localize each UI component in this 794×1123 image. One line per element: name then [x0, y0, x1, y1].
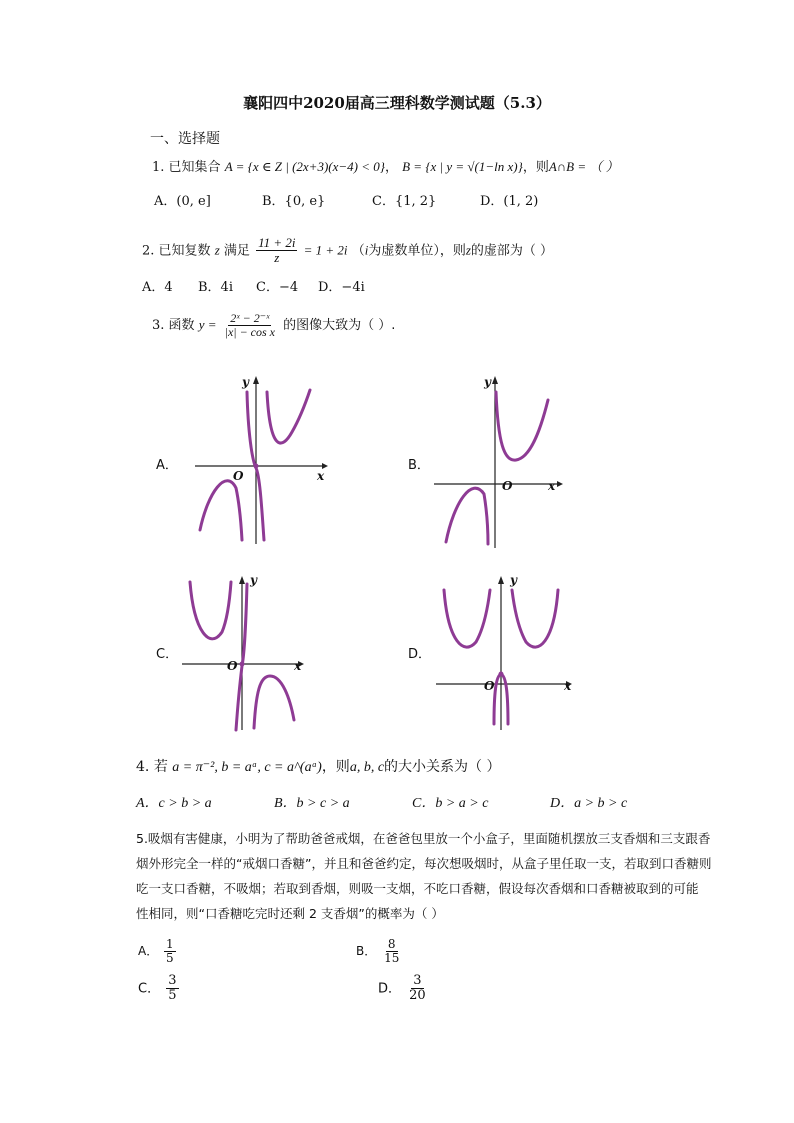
q2-eq: = 1 + 2i [303, 242, 348, 258]
graph-b-y-label: y [484, 375, 491, 389]
q2-frac-den: z [274, 250, 280, 266]
graph-a-origin: O [233, 469, 244, 483]
q2-text: 已知复数 [158, 243, 211, 259]
q5-option-d-frac [407, 974, 428, 1004]
graph-d-left-branch [444, 590, 490, 647]
q5-option-b[interactable] [356, 938, 403, 965]
graph-d-origin: O [484, 679, 495, 693]
q5-option-c[interactable] [138, 974, 181, 1004]
q5-option-a[interactable] [138, 938, 178, 965]
q3-frac-num: 2ˣ − 2⁻ˣ [230, 311, 270, 325]
q2-text-d: 为虚数单位），则 [368, 243, 466, 259]
q5-option-c-label: C． [138, 981, 161, 997]
q1-ask: A∩B = （ ） [548, 159, 619, 174]
question-5 [136, 826, 711, 926]
q4-expr: a = π⁻², b = aᵃ, c = a^(aᵃ) [172, 760, 322, 775]
q5-option-d[interactable] [378, 974, 430, 1004]
q3-option-d[interactable]: D． [408, 647, 432, 662]
q5-option-c-frac [166, 974, 178, 1004]
q4-option-b[interactable]: B．b > c > a [274, 796, 350, 811]
q2-option-b[interactable]: B．4i [198, 280, 233, 295]
q2-var-i: i [364, 242, 369, 258]
q2-frac-num: 11 + 2i [258, 235, 296, 250]
q2-fraction [256, 236, 297, 266]
q3-option-b[interactable]: B． [408, 458, 430, 473]
q1-option-c[interactable]: C．{1, 2} [372, 194, 437, 209]
q3-text: 函数 [168, 318, 195, 334]
q5-option-d-label: D． [378, 981, 402, 997]
q1-text: 已知集合 [168, 160, 221, 175]
q1-set-b: B = {x | y = √(1−ln x)} [402, 159, 523, 174]
q2-number: 2. [142, 243, 155, 259]
graph-a-right-branch [267, 390, 310, 443]
q2-text-e: 的虚部为（ ） [470, 243, 554, 259]
q4-option-c[interactable]: C．b > a > c [412, 796, 489, 811]
q1-sep: ， [384, 160, 398, 175]
q1-set-a: A = {x ∈ Z | (2x+3)(x−4) < 0} [224, 159, 385, 174]
q5-a-den: 5 [166, 951, 174, 966]
q2-option-a[interactable]: A．4 [142, 280, 173, 295]
q5-option-a-label: A． [138, 944, 159, 959]
q5-d-num: 3 [413, 973, 422, 988]
q5-b-num: 8 [387, 937, 396, 951]
q3-option-c[interactable]: C． [156, 647, 179, 662]
section-heading: 一、选择题 [150, 131, 220, 147]
q5-line: 5.吸烟有害健康，小明为了帮助爸爸戒烟，在爸爸包里放一个小盒子，里面随机摆放三支香烟和三支跟香 [136, 831, 711, 846]
q5-a-num: 1 [166, 937, 174, 951]
q3-lhs: y = [198, 317, 217, 333]
q1-option-a[interactable]: A．(0, e] [154, 194, 211, 209]
q4-text-c: 的大小关系为（ ） [384, 759, 501, 775]
q4-option-d[interactable]: D．a > b > c [550, 796, 628, 811]
q1-text-b: ，则 [522, 160, 549, 175]
q1-option-b[interactable]: B．{0, e} [262, 194, 326, 209]
q5-line: 烟外形完全一样的“戒烟口香糖”，并且和爸爸约定，每次想吸烟时，从盒子里任取一支，若取到口香糖则 [136, 856, 712, 871]
q1-option-d[interactable]: D．(1, 2) [480, 194, 539, 209]
question-1 [152, 156, 619, 175]
q3-number: 3. [152, 318, 165, 334]
graph-c-x-label: x [294, 659, 302, 673]
graph-a-y-label: y [242, 375, 249, 389]
q5-d-den: 20 [409, 988, 426, 1004]
q2-text-b: 满足 [223, 243, 250, 259]
q4-option-a[interactable]: A．c > b > a [136, 796, 212, 811]
graph-a-x-label: x [317, 469, 325, 483]
graph-c-origin: O [227, 659, 238, 673]
q4-text: 若 [153, 759, 168, 775]
graph-b-left-branch [446, 488, 488, 544]
graph-b-origin: O [502, 479, 513, 493]
graph-b [432, 372, 572, 552]
graph-d-x-label: x [564, 679, 572, 693]
graph-a-left-branch [200, 481, 242, 540]
q4-text-b: ，则 [321, 759, 350, 775]
graph-c-right-branch [254, 676, 294, 728]
graph-d-right-branch [512, 590, 558, 647]
q5-line: 吃一支口香糖，不吸烟；若取到香烟，则吸一支烟，不吃口香糖，假设每次香烟和口香糖被取到的可能 [136, 881, 699, 896]
graph-d [434, 572, 579, 732]
q2-text-c: （ [351, 243, 365, 259]
q4-number: 4. [136, 759, 150, 775]
q1-number: 1. [152, 160, 165, 175]
graph-b-right-branch [496, 392, 548, 460]
q3-text-b: 的图像大致为（ ）. [283, 318, 396, 334]
q2-option-c[interactable]: C．−4 [256, 280, 299, 295]
graph-c-left-branch [190, 582, 231, 639]
question-4 [136, 756, 500, 776]
q4-vars: a, b, c [349, 760, 385, 775]
q3-option-a[interactable]: A． [156, 458, 178, 473]
question-2 [142, 236, 553, 266]
q2-var-z2: z [465, 242, 471, 258]
q5-option-b-label: B． [356, 944, 377, 959]
q5-b-den: 15 [384, 951, 400, 966]
page-title: 襄阳四中2020届高三理科数学测试题（5.3） [243, 94, 551, 112]
graph-c [180, 572, 310, 732]
q2-var-z: z [214, 242, 220, 258]
graph-d-y-label: y [510, 573, 517, 587]
q5-line: 性相同，则“口香糖吃完时还剩 2 支香烟”的概率为（ ） [136, 906, 444, 921]
q5-c-den: 5 [168, 988, 177, 1004]
q5-option-b-frac [382, 938, 401, 965]
q2-option-d[interactable]: D．−4i [318, 280, 365, 295]
q5-option-a-frac [164, 938, 176, 965]
graph-a [190, 372, 330, 547]
graph-c-y-label: y [250, 573, 257, 587]
graph-b-x-label: x [548, 479, 556, 493]
question-3 [152, 312, 395, 339]
q5-c-num: 3 [168, 973, 177, 988]
q3-fraction [223, 312, 277, 339]
q3-frac-den: |x| − cos x [224, 325, 275, 340]
